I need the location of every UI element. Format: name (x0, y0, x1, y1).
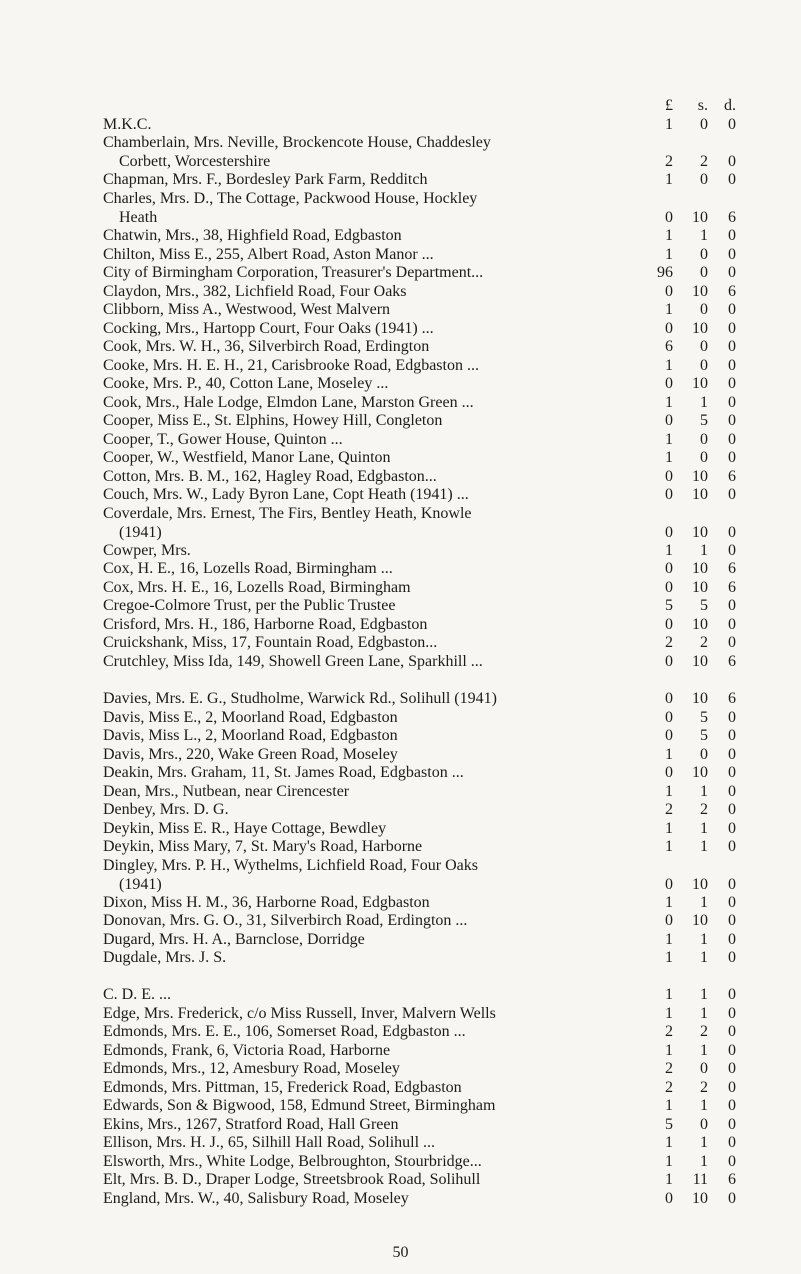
subscriber-name: Dean, Mrs., Nutbean, near Cirencester (103, 783, 350, 800)
subscriber-name: Denbey, Mrs. D. G. (103, 801, 229, 818)
pence-amount: 6 (728, 690, 736, 707)
pounds-amount: 1 (665, 227, 673, 244)
subscriber-name-continued: (1941) (119, 875, 162, 893)
shillings-amount: 2 (700, 634, 708, 651)
subscriber-line (103, 1023, 736, 1041)
shillings-amount: 0 (700, 1116, 708, 1133)
shillings-amount: 10 (692, 375, 708, 392)
subscriber-name: Cooper, Miss E., St. Elphins, Howey Hill, Congleton (103, 412, 443, 429)
shillings-amount: 1 (700, 820, 708, 837)
pence-amount: 0 (728, 912, 736, 929)
shillings-amount: 1 (700, 1042, 708, 1059)
subscriber-name: Davis, Mrs., 220, Wake Green Road, Moseley (103, 746, 398, 763)
pounds-amount: 1 (665, 783, 673, 800)
pounds-amount: 1 (665, 1134, 673, 1151)
pence-amount: 0 (728, 116, 736, 133)
pence-amount: 0 (728, 931, 736, 948)
subscriber-line (103, 190, 723, 208)
subscriber-line (103, 709, 736, 727)
subscriber-line (103, 152, 736, 171)
subscriber-line (103, 634, 736, 652)
shillings-amount: 5 (700, 597, 708, 614)
subscriber-name: Edwards, Son & Bigwood, 158, Edmund Street, Birmingham (103, 1097, 496, 1114)
pounds-amount: 5 (665, 1116, 673, 1133)
shillings-amount: 0 (700, 338, 708, 355)
subscriber-name: Cowper, Mrs. (103, 542, 191, 559)
subscriber-line (103, 1079, 736, 1097)
pounds-amount: 1 (665, 820, 673, 837)
subscriber-line (103, 134, 723, 152)
subscriber-name: C. D. E. ... (103, 986, 171, 1003)
subscriber-name: Dugard, Mrs. H. A., Barnclose, Dorridge (103, 931, 365, 948)
pence-amount: 6 (728, 1171, 736, 1188)
shillings-amount: 1 (700, 894, 708, 911)
shillings-amount: 1 (700, 931, 708, 948)
pence-amount: 0 (728, 820, 736, 837)
pounds-amount: 1 (665, 1042, 673, 1059)
subscriber-name: Cooke, Mrs. P., 40, Cotton Lane, Moseley ... (103, 375, 389, 392)
pounds-amount: 0 (665, 1190, 673, 1207)
subscriber-name: Donovan, Mrs. G. O., 31, Silverbirch Road, Erdington ... (103, 912, 468, 929)
pounds-amount: 5 (665, 597, 673, 614)
shillings-amount: 10 (692, 208, 708, 226)
pence-amount: 0 (728, 394, 736, 411)
shillings-header: s. (697, 97, 708, 114)
subscriber-name: Cocking, Mrs., Hartopp Court, Four Oaks (1941) ... (103, 320, 434, 337)
shillings-amount: 0 (700, 171, 708, 188)
pence-amount: 6 (728, 283, 736, 300)
shillings-amount: 10 (692, 320, 708, 337)
pounds-amount: 0 (665, 208, 673, 226)
pounds-amount: 0 (665, 523, 673, 541)
pence-amount: 0 (728, 357, 736, 374)
shillings-amount: 10 (692, 468, 708, 485)
subscriber-name: City of Birmingham Corporation, Treasurer's Department... (103, 264, 484, 281)
pence-amount: 0 (728, 320, 736, 337)
subscriber-line (103, 542, 736, 560)
pence-amount: 0 (728, 246, 736, 263)
subscriber-name: Claydon, Mrs., 382, Lichfield Road, Four Oaks (103, 283, 407, 300)
subscriber-name: Edmonds, Frank, 6, Victoria Road, Harborne (103, 1042, 391, 1059)
subscriber-line (103, 986, 736, 1004)
shillings-amount: 1 (700, 1153, 708, 1170)
subscriber-line (103, 1060, 736, 1078)
pounds-header: £ (665, 97, 673, 114)
pence-amount: 0 (728, 597, 736, 614)
subscriber-name: Edmonds, Mrs., 12, Amesbury Road, Moseley (103, 1060, 400, 1077)
subscriber-line (103, 468, 736, 486)
shillings-amount: 10 (692, 875, 708, 893)
subscriber-name: Deykin, Miss E. R., Haye Cottage, Bewdley (103, 820, 387, 837)
pence-amount: 0 (728, 764, 736, 781)
pounds-amount: 1 (665, 1171, 673, 1188)
pence-amount: 0 (728, 1079, 736, 1096)
pounds-amount: 1 (665, 986, 673, 1003)
subscriber-name: Chamberlain, Mrs. Neville, Brockencote House, Chaddesley (103, 134, 491, 151)
pounds-amount: 2 (665, 1079, 673, 1096)
pounds-amount: 2 (665, 152, 673, 170)
subscriber-line (103, 746, 736, 764)
subscriber-line (103, 1134, 736, 1152)
subscriber-line (103, 912, 736, 930)
pence-amount: 0 (728, 375, 736, 392)
pence-amount: 0 (728, 727, 736, 744)
pounds-amount: 1 (665, 246, 673, 263)
pence-amount: 0 (728, 449, 736, 466)
shillings-amount: 0 (700, 449, 708, 466)
subscriber-line (103, 820, 736, 838)
shillings-amount: 10 (692, 523, 708, 541)
pounds-amount: 1 (665, 1097, 673, 1114)
subscriber-name: Elt, Mrs. B. D., Draper Lodge, Streetsbrook Road, Solihull (103, 1171, 481, 1188)
subscriber-line (103, 949, 736, 967)
pounds-amount: 0 (665, 690, 673, 707)
pounds-amount: 1 (665, 542, 673, 559)
subscriber-line (103, 412, 736, 430)
subscriber-line (103, 653, 736, 671)
pounds-amount: 0 (665, 412, 673, 429)
subscriber-name: Dugdale, Mrs. J. S. (103, 949, 227, 966)
subscriber-line (103, 875, 736, 894)
pence-amount: 0 (728, 1097, 736, 1114)
subscriber-name: Cregoe-Colmore Trust, per the Public Trustee (103, 597, 396, 614)
subscriber-line (103, 616, 736, 634)
subscriber-line (103, 1097, 736, 1115)
subscriber-line (103, 264, 736, 282)
subscriber-line (103, 1171, 736, 1189)
pounds-amount: 1 (665, 746, 673, 763)
pounds-amount: 1 (665, 1005, 673, 1022)
pounds-amount: 0 (665, 320, 673, 337)
pence-amount: 0 (728, 264, 736, 281)
pence-amount: 0 (728, 616, 736, 633)
subscriber-name: Ekins, Mrs., 1267, Stratford Road, Hall Green (103, 1116, 399, 1133)
shillings-amount: 0 (700, 301, 708, 318)
pounds-amount: 1 (665, 394, 673, 411)
shillings-amount: 5 (700, 727, 708, 744)
subscriber-name: Cooper, W., Westfield, Manor Lane, Quinton (103, 449, 391, 466)
shillings-amount: 2 (700, 152, 708, 170)
subscriber-line (103, 931, 736, 949)
pence-amount: 6 (728, 579, 736, 596)
pence-amount: 0 (728, 152, 736, 170)
pounds-amount: 0 (665, 468, 673, 485)
shillings-amount: 0 (700, 357, 708, 374)
pounds-amount: 96 (657, 264, 673, 281)
pounds-amount: 0 (665, 616, 673, 633)
subscriber-name: M.K.C. (103, 116, 152, 133)
subscriber-line (103, 579, 736, 597)
subscriber-name: Davis, Miss L., 2, Moorland Road, Edgbaston (103, 727, 398, 744)
shillings-amount: 0 (700, 431, 708, 448)
shillings-amount: 10 (692, 690, 708, 707)
pounds-amount: 1 (665, 838, 673, 855)
subscriber-line (103, 838, 736, 856)
subscriber-name: Cox, Mrs. H. E., 16, Lozells Road, Birmingham (103, 579, 411, 596)
pounds-amount: 1 (665, 931, 673, 948)
shillings-amount: 0 (700, 1060, 708, 1077)
pence-amount: 0 (728, 875, 736, 893)
subscriber-name: Cruickshank, Miss, 17, Fountain Road, Edgbaston... (103, 634, 438, 651)
pence-amount: 0 (728, 634, 736, 651)
shillings-amount: 10 (692, 283, 708, 300)
subscriber-name: Edge, Mrs. Frederick, c/o Miss Russell, Inver, Malvern Wells (103, 1005, 496, 1022)
pence-amount: 0 (728, 171, 736, 188)
page-number: 50 (392, 1244, 409, 1261)
shillings-amount: 1 (700, 1134, 708, 1151)
subscriber-name: Coverdale, Mrs. Ernest, The Firs, Bentley Heath, Knowle (103, 505, 472, 522)
shillings-amount: 2 (700, 801, 708, 818)
subscriber-line (103, 690, 736, 708)
pence-amount: 0 (728, 1023, 736, 1040)
subscriber-name-continued: Heath (119, 208, 158, 226)
pounds-amount: 2 (665, 634, 673, 651)
pence-amount: 0 (728, 301, 736, 318)
subscriber-name: Cooke, Mrs. H. E. H., 21, Carisbrooke Road, Edgbaston ... (103, 357, 479, 374)
pounds-amount: 0 (665, 375, 673, 392)
subscriber-line (103, 283, 736, 301)
pence-amount: 0 (728, 542, 736, 559)
subscriber-name-continued: (1941) (119, 523, 162, 541)
subscriber-line (103, 246, 736, 264)
pence-amount: 0 (728, 949, 736, 966)
pounds-amount: 6 (665, 338, 673, 355)
pence-amount: 0 (728, 801, 736, 818)
subscriber-name: Davis, Miss E., 2, Moorland Road, Edgbaston (103, 709, 398, 726)
pounds-amount: 0 (665, 486, 673, 503)
pence-amount: 0 (728, 227, 736, 244)
shillings-amount: 1 (700, 949, 708, 966)
pounds-amount: 1 (665, 1153, 673, 1170)
subscriber-name: Crisford, Mrs. H., 186, Harborne Road, Edgbaston (103, 616, 428, 633)
currency-header (103, 97, 736, 115)
subscriber-line (103, 449, 736, 467)
pounds-amount: 2 (665, 1060, 673, 1077)
pence-amount: 0 (728, 1116, 736, 1133)
pence-amount: 6 (728, 653, 736, 670)
subscriber-name: Deykin, Miss Mary, 7, St. Mary's Road, Harborne (103, 838, 423, 855)
pence-amount: 0 (728, 709, 736, 726)
subscriber-line (103, 227, 736, 245)
subscriber-name: Chilton, Miss E., 255, Albert Road, Aston Manor ... (103, 246, 434, 263)
shillings-amount: 10 (692, 1190, 708, 1207)
shillings-amount: 1 (700, 227, 708, 244)
pounds-amount: 1 (665, 431, 673, 448)
shillings-amount: 1 (700, 986, 708, 1003)
subscriber-line (103, 523, 736, 542)
pounds-amount: 1 (665, 116, 673, 133)
pence-amount: 0 (728, 894, 736, 911)
shillings-amount: 2 (700, 1079, 708, 1096)
subscriber-name: Dixon, Miss H. M., 36, Harborne Road, Edgbaston (103, 894, 430, 911)
pounds-amount: 0 (665, 560, 673, 577)
pence-amount: 0 (728, 746, 736, 763)
pounds-amount: 1 (665, 357, 673, 374)
subscriber-line (103, 560, 736, 578)
subscriber-name: Chapman, Mrs. F., Bordesley Park Farm, Redditch (103, 171, 428, 188)
subscriber-line (103, 801, 736, 819)
pence-amount: 0 (728, 1042, 736, 1059)
shillings-amount: 0 (700, 116, 708, 133)
pounds-amount: 1 (665, 449, 673, 466)
shillings-amount: 0 (700, 264, 708, 281)
subscriber-line (103, 783, 736, 801)
subscriber-line (103, 171, 736, 189)
subscriber-line (103, 375, 736, 393)
pence-amount: 0 (728, 1153, 736, 1170)
pounds-amount: 0 (665, 709, 673, 726)
subscriber-name: Cooper, T., Gower House, Quinton ... (103, 431, 343, 448)
subscriber-line (103, 301, 736, 319)
shillings-amount: 1 (700, 1097, 708, 1114)
subscriber-name: Chatwin, Mrs., 38, Highfield Road, Edgbaston (103, 227, 402, 244)
subscriber-line (103, 727, 736, 745)
pence-amount: 0 (728, 1005, 736, 1022)
shillings-amount: 1 (700, 838, 708, 855)
pounds-amount: 0 (665, 875, 673, 893)
shillings-amount: 1 (700, 1005, 708, 1022)
pounds-amount: 1 (665, 894, 673, 911)
shillings-amount: 10 (692, 616, 708, 633)
pounds-amount: 1 (665, 301, 673, 318)
pounds-amount: 1 (665, 171, 673, 188)
shillings-amount: 2 (700, 1023, 708, 1040)
pence-amount: 0 (728, 1060, 736, 1077)
subscriber-line (103, 431, 736, 449)
subscriber-line (103, 1116, 736, 1134)
subscriber-line (103, 486, 736, 504)
subscriber-line (103, 116, 736, 134)
subscriber-line (103, 597, 736, 615)
subscriber-line (103, 1042, 736, 1060)
pence-amount: 0 (728, 431, 736, 448)
shillings-amount: 5 (700, 412, 708, 429)
pounds-amount: 0 (665, 283, 673, 300)
subscriber-name: Deakin, Mrs. Graham, 11, St. James Road, Edgbaston ... (103, 764, 464, 781)
subscriber-name: Cook, Mrs. W. H., 36, Silverbirch Road, Erdington (103, 338, 430, 355)
pounds-amount: 0 (665, 727, 673, 744)
subscriber-name: Cox, H. E., 16, Lozells Road, Birmingham ... (103, 560, 393, 577)
pence-amount: 0 (728, 338, 736, 355)
subscriber-name: Ellison, Mrs. H. J., 65, Silhill Hall Road, Solihull ... (103, 1134, 436, 1151)
subscriber-line (103, 357, 736, 375)
pence-amount: 0 (728, 1134, 736, 1151)
subscriber-name: England, Mrs. W., 40, Salisbury Road, Moseley (103, 1190, 409, 1207)
pounds-amount: 0 (665, 653, 673, 670)
shillings-amount: 10 (692, 560, 708, 577)
pence-amount: 0 (728, 412, 736, 429)
shillings-amount: 10 (692, 486, 708, 503)
subscriber-line (103, 1005, 736, 1023)
subscriber-name: Crutchley, Miss Ida, 149, Showell Green Lane, Sparkhill ... (103, 653, 483, 670)
subscriber-name: Clibborn, Miss A., Westwood, West Malvern (103, 301, 391, 318)
subscriber-name: Cook, Mrs., Hale Lodge, Elmdon Lane, Marston Green ... (103, 394, 474, 411)
subscriber-line (103, 857, 723, 875)
pence-amount: 0 (728, 986, 736, 1003)
pence-amount: 0 (728, 838, 736, 855)
pence-amount: 0 (728, 783, 736, 800)
pence-amount: 6 (728, 560, 736, 577)
shillings-amount: 1 (700, 783, 708, 800)
subscriber-line (103, 894, 736, 912)
pence-amount: 6 (728, 208, 736, 226)
pence-header: d. (724, 97, 736, 114)
shillings-amount: 1 (700, 394, 708, 411)
subscriber-name: Davies, Mrs. E. G., Studholme, Warwick Rd., Solihull (1941) (103, 690, 497, 707)
subscriber-line (103, 764, 736, 782)
subscriber-line (103, 338, 736, 356)
pounds-amount: 0 (665, 912, 673, 929)
subscriber-line (103, 394, 736, 412)
subscriber-line (103, 1190, 736, 1208)
pounds-amount: 0 (665, 764, 673, 781)
shillings-amount: 1 (700, 542, 708, 559)
shillings-amount: 0 (700, 746, 708, 763)
subscriber-name: Edmonds, Mrs. Pittman, 15, Frederick Road, Edgbaston (103, 1079, 462, 1096)
shillings-amount: 10 (692, 912, 708, 929)
pence-amount: 0 (728, 486, 736, 503)
subscriber-name: Charles, Mrs. D., The Cottage, Packwood House, Hockley (103, 190, 478, 207)
pounds-amount: 2 (665, 801, 673, 818)
pence-amount: 0 (728, 523, 736, 541)
shillings-amount: 10 (692, 653, 708, 670)
subscriber-line (103, 208, 736, 227)
shillings-amount: 5 (700, 709, 708, 726)
shillings-amount: 11 (692, 1171, 708, 1188)
pounds-amount: 1 (665, 949, 673, 966)
subscriber-line (103, 1153, 736, 1171)
pence-amount: 6 (728, 468, 736, 485)
subscriber-name: Edmonds, Mrs. E. E., 106, Somerset Road, Edgbaston ... (103, 1023, 466, 1040)
subscriber-name: Dingley, Mrs. P. H., Wythelms, Lichfield Road, Four Oaks (103, 857, 479, 874)
pounds-amount: 0 (665, 579, 673, 596)
subscriber-name: Couch, Mrs. W., Lady Byron Lane, Copt Heath (1941) ... (103, 486, 469, 503)
subscriber-name: Elsworth, Mrs., White Lodge, Belbroughton, Stourbridge... (103, 1153, 482, 1170)
subscriber-name: Cotton, Mrs. B. M., 162, Hagley Road, Edgbaston... (103, 468, 437, 485)
shillings-amount: 0 (700, 246, 708, 263)
subscriber-line (103, 320, 736, 338)
pounds-amount: 2 (665, 1023, 673, 1040)
pence-amount: 0 (728, 1190, 736, 1207)
subscriber-name-continued: Corbett, Worcestershire (119, 152, 271, 170)
shillings-amount: 10 (692, 579, 708, 596)
shillings-amount: 10 (692, 764, 708, 781)
subscriber-line (103, 505, 723, 523)
